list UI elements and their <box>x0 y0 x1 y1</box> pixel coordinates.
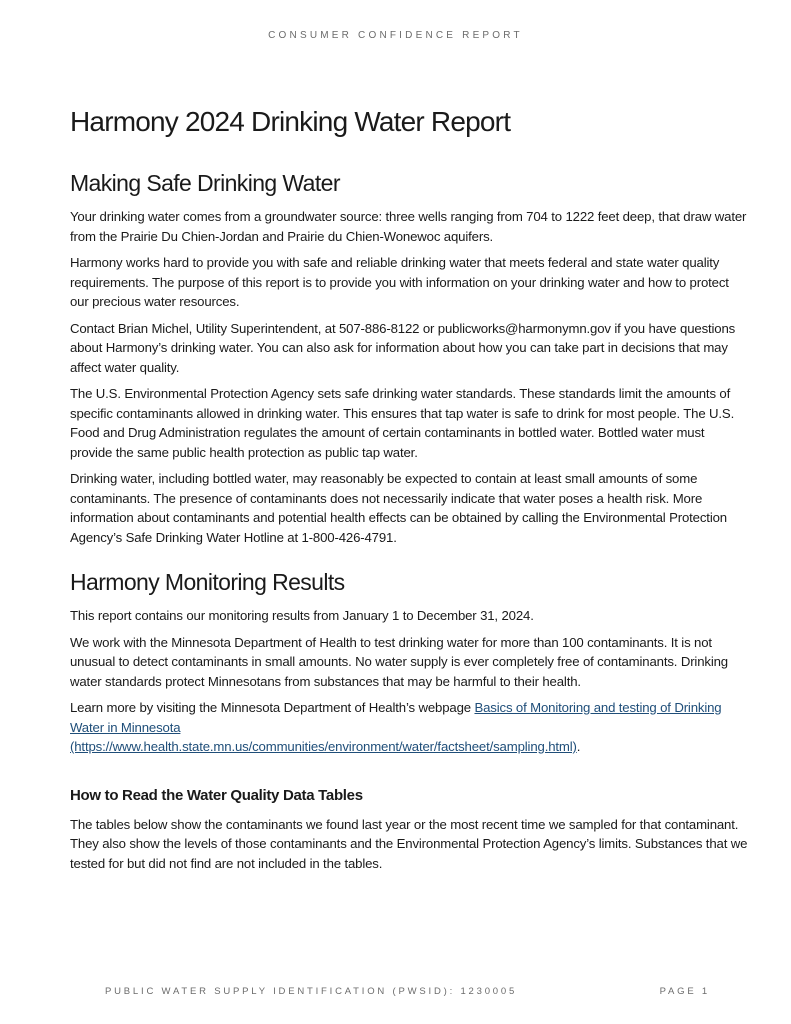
pwsid-label: PUBLIC WATER SUPPLY IDENTIFICATION (PWSID): 1230005 <box>105 986 518 997</box>
paragraph: We work with the Minnesota Department of Health to test drinking water for more than 100 contaminants. It is not unusual to detect contaminants in small amounts. No water supply is ever completely free of contaminants. Drinking water standards protect Minnesotans from substances that may be harmful to their health. <box>70 634 728 689</box>
section-monitoring-results <box>70 567 750 757</box>
paragraph: Drinking water, including bottled water, may reasonably be expected to contain at least small amounts of some contaminants. The presence of contaminants does not necessarily indicate that water poses a health risk. More information about contaminants and potential health effects can be obtained by calling the Environmental Protection Agency’s Safe Drinking Water Hotline at 1-800-426-4791. <box>70 471 727 545</box>
page-number: PAGE 1 <box>659 986 710 997</box>
section-how-to-read-tables <box>70 785 750 874</box>
learn-more-suffix: . <box>576 739 581 754</box>
paragraph: This report contains our monitoring results from January 1 to December 31, 2024. <box>70 608 534 623</box>
document-body <box>70 104 750 893</box>
paragraph: Your drinking water comes from a groundwater source: three wells ranging from 704 to 1222 feet deep, that draw water from the Prairie Du Chien-Jordan and Prairie du Chien-Wonewoc aquifers. <box>70 209 747 244</box>
mdh-sampling-link[interactable]: Basics of Monitoring and testing of Drinking Water in Minnesota <box>70 700 722 735</box>
paragraph: The U.S. Environmental Protection Agency sets safe drinking water standards. These standards limit the amounts of specific contaminants allowed in drinking water. This ensures that tap water is safe to drink for most people. The U.S. Food and Drug Administration regulates the amount of certain contaminants in bottled water. Bottled water must provide the same public health protection as public tap water. <box>70 386 735 460</box>
section-heading: Making Safe Drinking Water <box>70 170 340 196</box>
paragraph: Contact Brian Michel, Utility Superintendent, at 507-886-8122 or publicworks@harmonymn.gov if you have questions about Harmony’s drinking water. You can also ask for information about how you can take part in decisions that may affect water quality. <box>70 320 736 375</box>
learn-more-prefix: Learn more by visiting the Minnesota Department of Health’s webpage <box>70 700 475 715</box>
subsection-heading: How to Read the Water Quality Data Tables <box>70 786 363 804</box>
learn-more-paragraph <box>70 698 750 757</box>
running-header: CONSUMER CONFIDENCE REPORT <box>268 30 523 41</box>
document-title: Harmony 2024 Drinking Water Report <box>70 106 511 137</box>
paragraph: Harmony works hard to provide you with safe and reliable drinking water that meets federal and state water quality requirements. The purpose of this report is to provide you with information on your drinking water and how to protect our precious water resources. <box>70 255 729 309</box>
page-footer <box>105 986 710 997</box>
paragraph: The tables below show the contaminants we found last year or the most recent time we sampled for that contaminant. They also show the levels of those contaminants and the Environmental Protection Agency’s limits. Substances that we tested for but did not find are not included in the tables. <box>70 816 748 871</box>
mdh-sampling-url-link[interactable]: (https://www.health.state.mn.us/communities/environment/water/factsheet/sampling.html) <box>70 739 577 754</box>
section-making-safe-drinking-water <box>70 168 750 547</box>
section-heading: Harmony Monitoring Results <box>70 569 345 595</box>
